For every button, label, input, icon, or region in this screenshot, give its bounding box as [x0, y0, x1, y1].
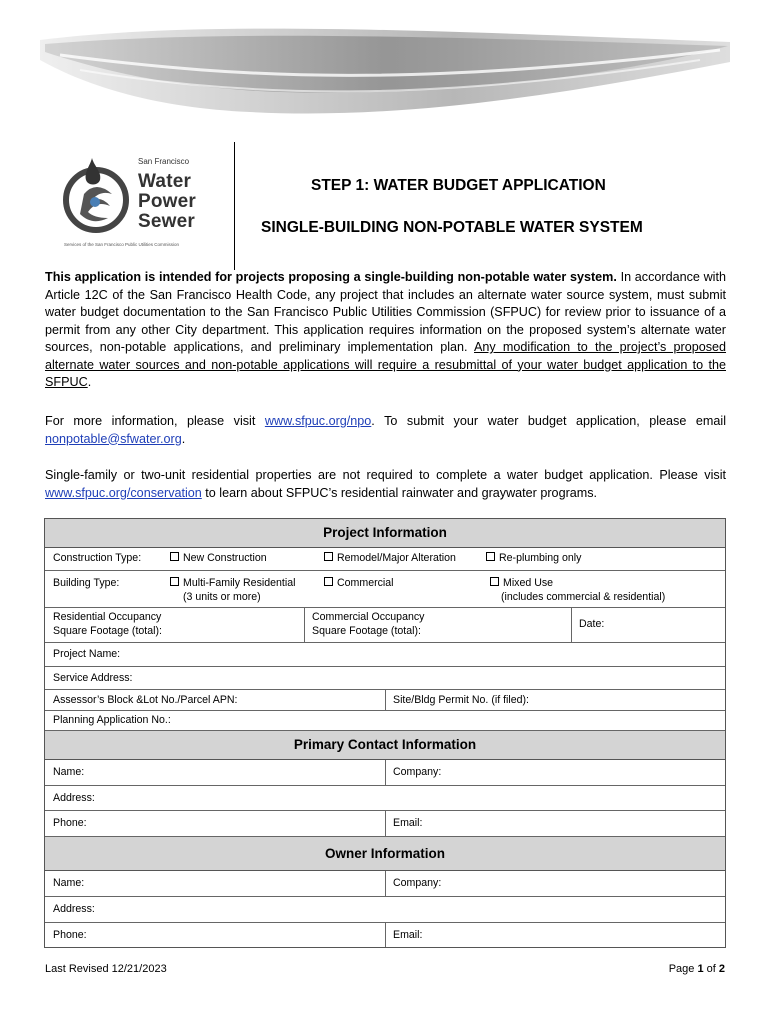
- multifamily-checkbox[interactable]: [170, 577, 295, 589]
- building-type-label: Building Type:: [53, 577, 120, 589]
- residential-sqft-label-2: Square Footage (total):: [53, 625, 162, 637]
- cell-divider: [385, 811, 386, 836]
- replumbing-checkbox[interactable]: [486, 552, 581, 564]
- owner-company-label: Company:: [393, 877, 442, 889]
- multifamily-sublabel: (3 units or more): [183, 591, 261, 603]
- checkbox-icon[interactable]: [324, 552, 333, 561]
- remodel-checkbox[interactable]: [324, 552, 456, 564]
- npo-link[interactable]: www.sfpuc.org/npo: [264, 414, 372, 428]
- assessor-row: [45, 690, 725, 711]
- project-name-row[interactable]: [45, 643, 725, 667]
- multifamily-label: Multi-Family Residential: [183, 577, 296, 589]
- planning-application-row[interactable]: [45, 711, 725, 731]
- page-prefix: Page: [668, 963, 698, 975]
- checkbox-icon[interactable]: [170, 577, 179, 586]
- email-link[interactable]: nonpotable@sfwater.org: [45, 431, 182, 446]
- assessor-label: Assessor’s Block &Lot No./Parcel APN:: [53, 694, 238, 706]
- primary-name-row: [45, 760, 725, 786]
- checkbox-icon[interactable]: [486, 552, 495, 561]
- construction-type-row: [45, 548, 725, 571]
- logo-tagline: Services of the San Francisco Public Utilities Commission: [64, 242, 180, 247]
- more-info-text-1: For more information, please visit: [45, 414, 265, 428]
- commercial-sqft-label-1: Commercial Occupancy: [312, 611, 425, 623]
- cell-divider: [385, 871, 386, 896]
- owner-information-header: Owner Information: [45, 837, 725, 871]
- page-subtitle: SINGLE-BUILDING NON-POTABLE WATER SYSTEM: [261, 219, 643, 236]
- primary-phone-row: [45, 811, 725, 837]
- primary-email-label: Email:: [393, 817, 423, 829]
- checkbox-icon[interactable]: [324, 577, 333, 586]
- mixed-use-label: Mixed Use: [503, 577, 554, 589]
- single-family-text-1: Single-family or two-unit residential properties are not required to complete a water budget application. Please visit: [45, 468, 726, 482]
- planning-application-label: Planning Application No.:: [53, 714, 171, 726]
- sfpuc-logo: [62, 150, 232, 250]
- single-family-text-2: to learn about SFPUC’s residential rainwater and graywater programs.: [201, 485, 598, 500]
- service-address-row[interactable]: [45, 667, 725, 690]
- square-footage-row: [45, 608, 725, 643]
- primary-name-label: Name:: [53, 766, 85, 778]
- owner-name-label: Name:: [53, 877, 85, 889]
- logo-san-francisco: San Francisco: [138, 157, 190, 166]
- page-title: STEP 1: WATER BUDGET APPLICATION: [311, 177, 606, 194]
- intro-underlined-text: Any modification to the project’s proposed alternate water sources and non-potable applications will require a resubmittal of your water budget application to the SFPUC: [45, 340, 727, 389]
- owner-phone-label: Phone:: [53, 929, 87, 941]
- single-family-paragraph: [45, 467, 726, 502]
- intro-end: .: [87, 375, 92, 389]
- owner-email-label: Email:: [393, 929, 423, 941]
- commercial-checkbox[interactable]: [324, 577, 394, 589]
- application-form: [44, 518, 726, 948]
- commercial-label: Commercial: [337, 577, 394, 589]
- header-divider: [234, 142, 235, 270]
- page-total: 2: [718, 963, 725, 975]
- logo-sewer: Sewer: [138, 211, 195, 232]
- commercial-sqft-label-2: Square Footage (total):: [312, 625, 421, 637]
- header-wave-banner: [0, 0, 770, 150]
- primary-contact-header: Primary Contact Information: [45, 731, 725, 760]
- intro-text: In accordance with Article 12C of the San Francisco Health Code, any project that includes an alternate water source system, must submit water budget documentation to the San Francisco Public Utilities Commission (SFPUC) for review prior to issuance of a permit from any other City department. This application requires information on the proposed system’s alternate water sources, non-potable applications, and preliminary implementation plan.: [45, 270, 726, 354]
- date-label: Date:: [579, 618, 605, 630]
- cell-divider: [571, 608, 572, 642]
- cell-divider: [304, 608, 305, 642]
- primary-address-row[interactable]: [45, 786, 725, 811]
- mixed-use-checkbox[interactable]: [490, 577, 553, 589]
- primary-phone-label: Phone:: [53, 817, 87, 829]
- new-construction-checkbox[interactable]: [170, 552, 267, 564]
- mixed-use-sublabel: (includes commercial & residential): [501, 591, 666, 603]
- more-info-text-2: . To submit your water budget application, please email: [371, 414, 726, 428]
- owner-name-row: [45, 871, 725, 897]
- more-info-paragraph: [45, 413, 726, 448]
- logo-power: Power: [138, 191, 197, 212]
- residential-sqft-label-1: Residential Occupancy: [53, 611, 162, 623]
- service-address-label: Service Address:: [53, 672, 133, 684]
- primary-address-label: Address:: [53, 792, 95, 804]
- checkbox-icon[interactable]: [170, 552, 179, 561]
- water-drop-logo-icon: [62, 156, 132, 236]
- checkbox-icon[interactable]: [490, 577, 499, 586]
- last-revised: Last Revised 12/21/2023: [45, 963, 167, 975]
- owner-address-row[interactable]: [45, 897, 725, 923]
- new-construction-label: New Construction: [183, 552, 267, 564]
- replumbing-label: Re-plumbing only: [499, 552, 582, 564]
- project-name-label: Project Name:: [53, 648, 121, 660]
- intro-paragraph: [45, 269, 726, 392]
- page-current: 1: [697, 963, 704, 975]
- construction-type-label: Construction Type:: [53, 552, 142, 564]
- intro-bold-text: This application is intended for projects proposing a single-building non-potable water system.: [45, 270, 617, 284]
- page-of: of: [703, 963, 719, 975]
- primary-company-label: Company:: [393, 766, 442, 778]
- site-permit-label: Site/Bldg Permit No. (if filed):: [393, 694, 529, 706]
- cell-divider: [385, 690, 386, 710]
- cell-divider: [385, 760, 386, 785]
- page-number: [669, 963, 725, 975]
- more-info-text-3: .: [181, 431, 186, 446]
- logo-water: Water: [138, 171, 192, 192]
- project-information-header: Project Information: [45, 519, 725, 548]
- owner-address-label: Address:: [53, 903, 95, 915]
- remodel-label: Remodel/Major Alteration: [337, 552, 456, 564]
- conservation-link[interactable]: www.sfpuc.org/conservation: [45, 485, 202, 500]
- cell-divider: [385, 923, 386, 947]
- owner-phone-row: [45, 923, 725, 947]
- building-type-row: [45, 571, 725, 608]
